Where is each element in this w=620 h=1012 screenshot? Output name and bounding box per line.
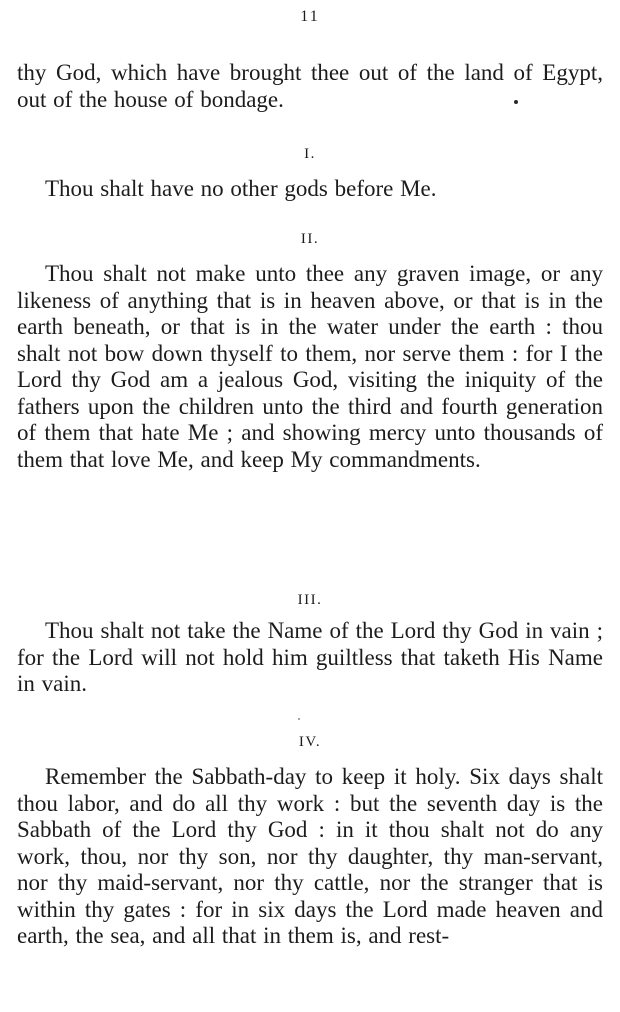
commandment-2 <box>17 261 603 473</box>
opening-paragraph <box>17 60 603 113</box>
commandment-1 <box>17 176 603 203</box>
commandment-2-text: Thou shalt not make unto thee any graven image, or any likeness of anything that is in heaven above, or that is in the earth beneath, or that is in the water under the earth : thou shalt not bow down thyself to them, nor serve them : for I the Lord thy God am a jealous God, visiting the iniquity of the fathers upon the children unto the third and fourth generation of them that hate Me ; and showing mercy unto thousands of them that love Me, and keep My commandments. <box>17 261 603 472</box>
commandment-4 <box>17 764 603 950</box>
commandment-2-numeral: II. <box>300 231 320 247</box>
page-number: 11 <box>300 8 320 25</box>
commandment-4-text: Remember the Sabbath-day to keep it holy. Six days shalt thou labor, and do all thy work : but the seventh day is the Sabbath of the Lord thy God : in it thou shalt not do any work, thou, nor thy son, nor thy daughter, thy man-servant, nor thy maid-servant, nor thy cattle, nor the stranger that is within thy gates : for in six days the Lord made heaven and earth, the sea, and all that in them is, and rest- <box>17 764 603 948</box>
ink-speck-faint <box>298 718 300 720</box>
commandment-3-numeral: III. <box>297 592 323 608</box>
commandment-4-numeral: IV. <box>298 734 322 750</box>
ink-speck <box>514 100 518 104</box>
commandment-3 <box>17 618 603 698</box>
commandment-1-text: Thou shalt have no other gods before Me. <box>45 176 437 201</box>
commandment-1-numeral: I. <box>304 146 316 162</box>
commandment-3-text: Thou shalt not take the Name of the Lord thy God in vain ; for the Lord will not hold him guiltless that taketh His Name in vain. <box>17 618 603 696</box>
opening-text: thy God, which have brought thee out of the land of Egypt, out of the house of bondage. <box>17 60 603 112</box>
